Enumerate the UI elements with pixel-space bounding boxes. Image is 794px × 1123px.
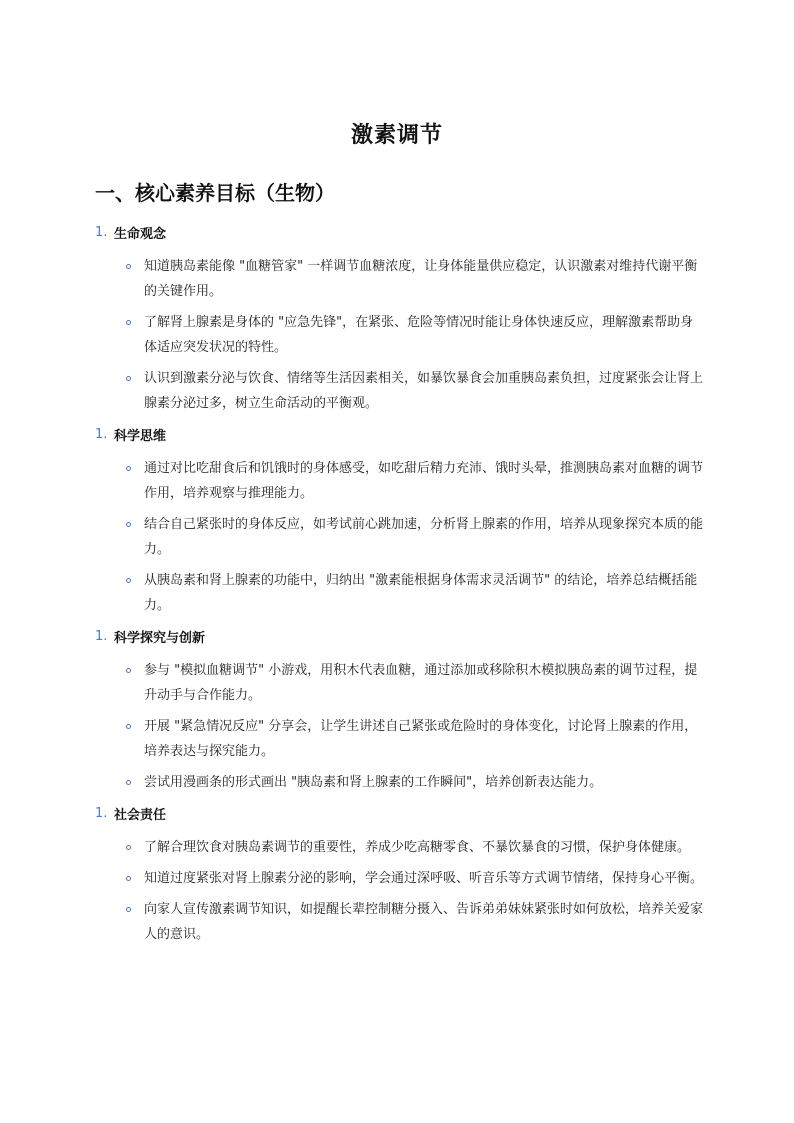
list-item (95, 568, 705, 618)
list-item-text: 认识到激素分泌与饮食、情绪等生活因素相关，如暴饮暴食会加重胰岛素负担，过度紧张会让肾上腺素分泌过多，树立生命活动的平衡观。 (144, 371, 704, 411)
circle-bullet-icon (122, 568, 134, 593)
circle-bullet-icon (122, 512, 134, 537)
goal-group-header (95, 624, 705, 648)
list-item-text: 开展 "紧急情况反应" 分享会，让学生讲述自己紧张或危险时的身体变化，讨论肾上腺素的作用，培养表达与探究能力。 (144, 719, 698, 759)
list-item (95, 770, 705, 795)
list-item-text: 了解合理饮食对胰岛素调节的重要性，养成少吃高糖零食、不暴饮暴食的习惯，保护身体健康。 (144, 840, 691, 855)
list-item (95, 714, 705, 764)
goal-group-title: 社会责任 (114, 807, 167, 823)
list-item-text: 知道胰岛素能像 "血糖管家" 一样调节血糖浓度，让身体能量供应稳定，认识激素对维持代谢平衡的关键作用。 (144, 259, 698, 299)
list-item-text: 结合自己紧张时的身体反应，如考试前心跳加速，分析肾上腺素的作用，培养从现象探究本质的能力。 (144, 517, 704, 557)
circle-bullet-icon (122, 714, 134, 739)
list-number: 1. (95, 628, 108, 644)
circle-bullet-icon (122, 835, 134, 860)
circle-bullet-icon (122, 310, 134, 335)
list-item-text: 了解肾上腺素是身体的 "应急先锋"，在紧张、危险等情况时能让身体快速反应，理解激素帮助身体适应突发状况的特性。 (144, 315, 694, 355)
goal-group-header (95, 220, 705, 244)
circle-bullet-icon (122, 254, 134, 279)
goal-group-title: 生命观念 (114, 226, 167, 242)
list-item-text: 通过对比吃甜食后和饥饿时的身体感受，如吃甜后精力充沛、饿时头晕，推测胰岛素对血糖的调节作用，培养观察与推理能力。 (144, 461, 704, 501)
list-number: 1. (95, 426, 108, 442)
list-item (95, 866, 705, 891)
circle-bullet-icon (122, 866, 134, 891)
list-item-text: 向家人宣传激素调节知识，如提醒长辈控制糖分摄入、告诉弟弟妹妹紧张时如何放松，培养关爱家人的意识。 (144, 902, 704, 942)
list-item (95, 366, 705, 416)
document-title: 激素调节 (350, 123, 443, 148)
list-item (95, 512, 705, 562)
circle-bullet-icon (122, 770, 134, 795)
circle-bullet-icon (122, 658, 134, 683)
list-item-text: 从胰岛素和肾上腺素的功能中，归纳出 "激素能根据身体需求灵活调节" 的结论，培养总结概括能力。 (144, 573, 698, 613)
list-item-text: 知道过度紧张对肾上腺素分泌的影响，学会通过深呼吸、听音乐等方式调节情绪，保持身心平衡。 (144, 871, 704, 886)
goal-group-header (95, 422, 705, 446)
goal-group-scientific-thinking (95, 422, 705, 618)
list-number: 1. (95, 224, 108, 240)
goal-group-header (95, 801, 705, 825)
list-item-text: 尝试用漫画条的形式画出 "胰岛素和肾上腺素的工作瞬间"，培养创新表达能力。 (144, 775, 603, 790)
circle-bullet-icon (122, 897, 134, 922)
goal-group-title: 科学思维 (114, 428, 167, 444)
document-content (95, 220, 705, 953)
circle-bullet-icon (122, 366, 134, 391)
circle-bullet-icon (122, 456, 134, 481)
goal-group-life-concept (95, 220, 705, 416)
goal-group-social-responsibility (95, 801, 705, 947)
list-item (95, 897, 705, 947)
list-item (95, 835, 705, 860)
list-item (95, 658, 705, 708)
list-item (95, 310, 705, 360)
goal-group-title: 科学探究与创新 (114, 630, 206, 646)
goal-group-inquiry-innovation (95, 624, 705, 795)
list-item (95, 254, 705, 304)
list-number: 1. (95, 805, 108, 821)
list-item (95, 456, 705, 506)
section-heading: 一、核心素养目标（生物） (95, 181, 335, 205)
list-item-text: 参与 "模拟血糖调节" 小游戏，用积木代表血糖，通过添加或移除积木模拟胰岛素的调节过程，提升动手与合作能力。 (144, 663, 698, 703)
